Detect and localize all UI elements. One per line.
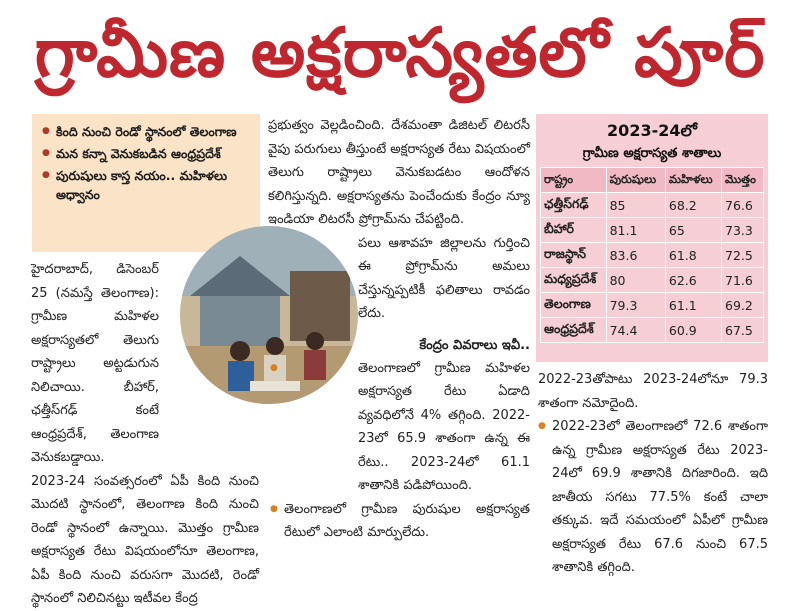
table-row: [541, 268, 764, 293]
table-cell: 62.6: [665, 268, 721, 293]
headline: గ్రామీణ అక్షరాస్యతలో పూర్: [34, 14, 766, 93]
article-paragraph: ప్రభుత్వం వెల్లడించింది. దేశమంతా డిజిటల్ లిటరసీ వైపు పరుగులు తీస్తుంటే అక్షరాస్యత రేటు విషయంలో తెలుగు రాష్ట్రాలు వెనుకబడటం ఆందోళన కలిగిస్తున్నది. అక్షరాస్యతను పెంచేందుకు కేంద్రం న్యూ ఇండియా లిటరసీ ప్రోగ్రామ్‌ను చేపట్టింది.: [268, 118, 530, 227]
table-cell: 73.3: [722, 218, 764, 243]
table-cell: తెలంగాణ: [541, 293, 607, 318]
table-header: మహిళలు: [665, 168, 721, 193]
table-cell: 83.6: [606, 243, 665, 268]
table-cell: 81.1: [606, 218, 665, 243]
table-cell: 72.5: [722, 243, 764, 268]
table-cell: బీహార్: [541, 218, 607, 243]
table-cell: 85: [606, 193, 665, 218]
table-header: రాష్ట్రం: [541, 168, 607, 193]
table-cell: రాజస్థాన్: [541, 243, 607, 268]
table-cell: 76.6: [722, 193, 764, 218]
article-paragraph: పలు ఆశావహ జిల్లాలను గుర్తించి ఈ ప్రోగ్రామ్‌ను అమలు చేస్తున్నప్పటికీ ఫలితాలు రావడం లేదు.: [358, 235, 530, 321]
table-cell: 79.3: [606, 293, 665, 318]
table-cell: 61.8: [665, 243, 721, 268]
table-subtitle: గ్రామీణ అక్షరాస్యత శాతాలు: [582, 146, 722, 161]
bullet-paragraph: ● 2022-23లో తెలంగాణలో 72.6 శాతంగా ఉన్న గ్రామీణ అక్షరాస్యత రేటు 2023-24లో 69.9 శాతానికి దిగజారింది. ఇది జాతీయ సగటు 77.5% కంటే చాలా తక్కువ. ఇదే సమయంలో ఏపీలో గ్రామీణ అక్షరాస్యత రేటు 67.6 నుంచి 67.5 శాతానికి తగ్గింది.: [536, 415, 768, 580]
table-header: మొత్తం: [722, 168, 764, 193]
subheading: కేంద్రం వివరాలు ఇవీ..: [419, 337, 530, 353]
bullet-paragraph: ● తెలంగాణలో గ్రామీణ మహిళల అక్షరాస్యత రేటు ఏడాది వ్యవధిలోనే 4% తగ్గింది. 2022-23లో 65.9 శాతంగా ఉన్న ఈ రేటు.. 2023-24లో 61.1 శాతానికి పడిపోయింది.: [268, 357, 530, 498]
table-cell: 71.6: [722, 268, 764, 293]
literacy-table: [540, 167, 764, 343]
table-cell: ఆంధ్రప్రదేశ్: [541, 318, 607, 343]
table-cell: 68.2: [665, 193, 721, 218]
bullet-paragraph: ● తెలంగాణలో గ్రామీణ పురుషుల అక్షరాస్యత రేటులో ఎలాంటి మార్పులేదు.: [268, 498, 530, 545]
table-cell: మధ్యప్రదేశ్: [541, 268, 607, 293]
article-paragraph: హైదరాబాద్, డిసెంబర్ 25 (నమస్తే తెలంగాణ): గ్రామీణ మహిళల అక్షరాస్యతలో తెలుగు రాష్ట్రాలు అట్టడుగున నిలిచాయి. బీహార్, ఛత్తీస్‌గఢ్ కంటే ఆంధ్రప్రదేశ్, తెలంగాణ వెనుకబడ్డాయి.: [31, 262, 159, 465]
highlight-item: ● కింది నుంచి రెండో స్థానంలో తెలంగాణ: [42, 122, 252, 141]
table-cell: 65: [665, 218, 721, 243]
article-column-2: [268, 114, 530, 545]
table-cell: 61.1: [665, 293, 721, 318]
article-paragraph: 2023-24 సంవత్సరంలో ఏపీ కింది నుంచి మొదటి స్థానంలో, తెలంగాణ కింది నుంచి రెండో స్థానంలో ఉన్నాయి. మొత్తం గ్రామీణ అక్షరాస్యత రేటు విషయంలోనూ తెలంగాణ, ఏపీ కింది నుంచి వరుసగా మొదటి, రెండో స్థానంలో నిలిచినట్టు ఇటీవల కేంద్ర: [31, 473, 259, 606]
highlight-item: ● మన కన్నా వెనుకబడిన ఆంధ్రప్రదేశ్: [42, 144, 252, 163]
table-cell: 80: [606, 268, 665, 293]
table-cell: 69.2: [722, 293, 764, 318]
table-cell: 60.9: [665, 318, 721, 343]
table-cell: 67.5: [722, 318, 764, 343]
table-row: [541, 218, 764, 243]
table-header-row: [541, 168, 764, 193]
highlights-box: [32, 114, 260, 252]
table-cell: 74.4: [606, 318, 665, 343]
table-row: [541, 193, 764, 218]
article-paragraph: 2022-23తోపాటు 2023-24లోనూ 79.3 శాతంగా నమోదైంది.: [538, 372, 768, 411]
table-cell: ఛత్తీస్‌గఢ్: [541, 193, 607, 218]
highlight-item: ● పురుషులు కాస్త నయం.. మహిళలు అధ్వానం: [42, 166, 252, 204]
article-column-3: [536, 368, 768, 580]
literacy-table-box: [536, 114, 768, 362]
table-title: 2023-24లో: [607, 121, 697, 140]
table-row: [541, 293, 764, 318]
table-row: [541, 318, 764, 343]
table-row: [541, 243, 764, 268]
table-header: పురుషులు: [606, 168, 665, 193]
